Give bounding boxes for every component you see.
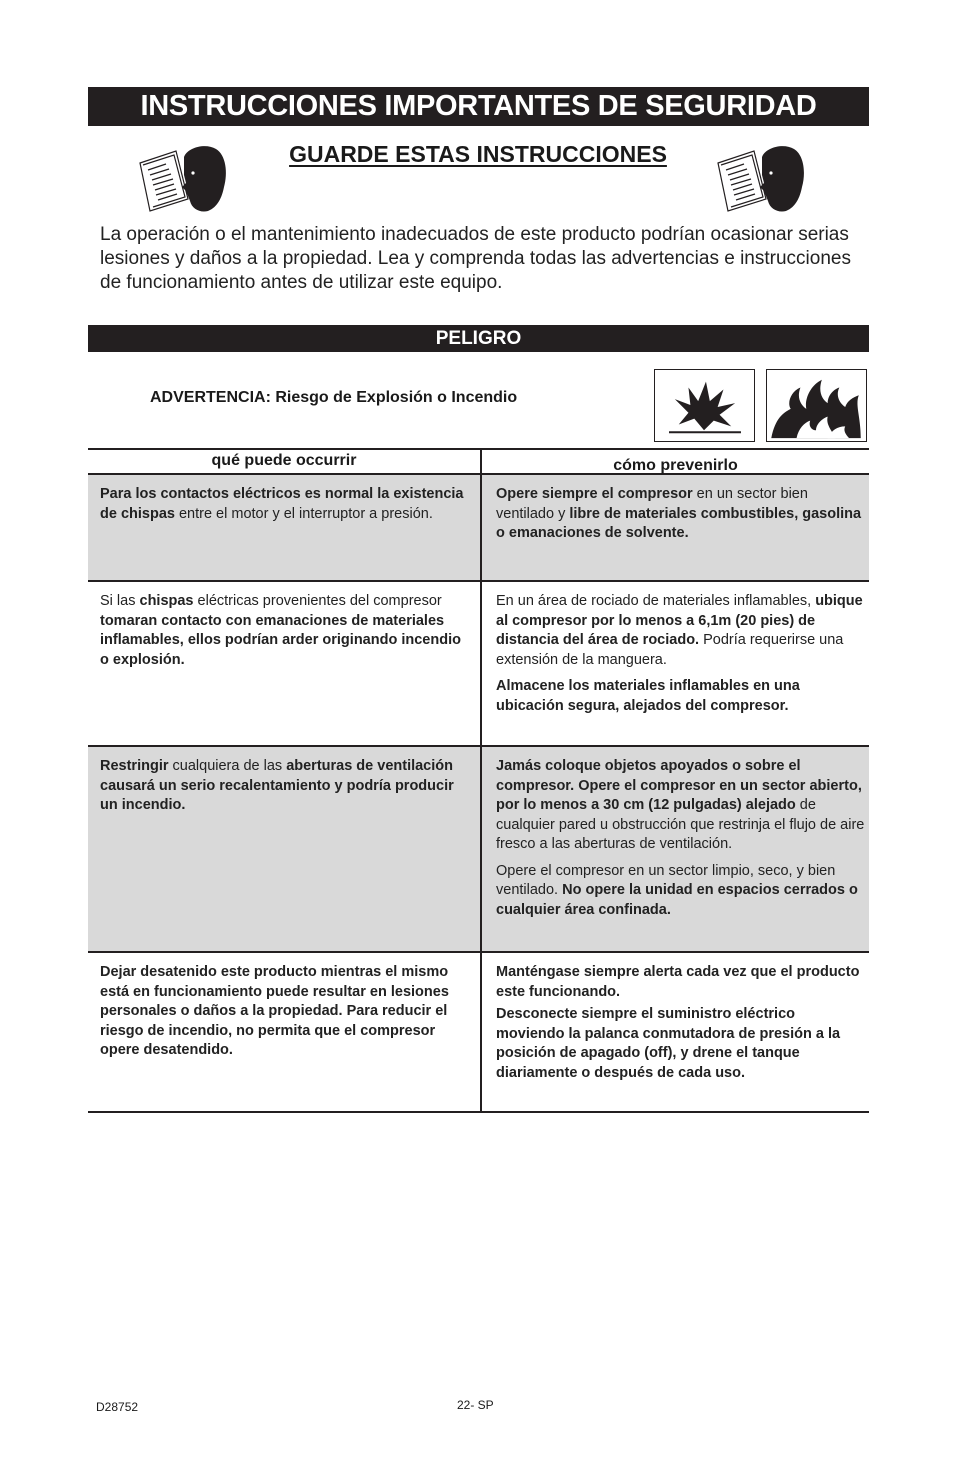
bold-text: Jamás coloque objetos apoyados o sobre el compresor. Opere el compresor en un sector abierto, por lo menos a 30 cm (12 pulgadas) alejado <box>496 758 862 813</box>
bold-text: aberturas de ventilación causará un serio recalentamiento y podría producir un incendio. <box>100 758 454 813</box>
cell-paragraph <box>496 592 865 670</box>
bold-text: chispas <box>139 593 194 609</box>
cell-paragraph <box>100 757 464 816</box>
cell-paragraph <box>496 963 865 1002</box>
text: Si las <box>100 593 140 609</box>
cell-paragraph <box>496 1005 865 1083</box>
text: entre el motor y el interruptor a presión. <box>174 505 433 522</box>
bold-text: Manténgase siempre alerta cada vez que el producto este funcionando. <box>496 964 860 1000</box>
hazard-description-cell <box>88 475 480 580</box>
danger-heading: PELIGRO <box>88 325 869 352</box>
prevention-cell <box>480 953 869 1111</box>
cell-paragraph <box>496 757 865 855</box>
save-instructions-heading: GUARDE ESTAS INSTRUCCIONES <box>289 141 667 167</box>
bold-text: tomaran contacto con emanaciones de materiales inflamables, ellos podrían arder originando incendio o explosión. <box>100 612 461 668</box>
page-title: INSTRUCCIONES IMPORTANTES DE SEGURIDAD <box>88 87 869 126</box>
bold-text: ubique al compresor por lo menos a 6,1m (20 pies) de distancia del área de rociado. <box>496 593 863 648</box>
cell-paragraph <box>496 862 865 921</box>
cell-paragraph <box>100 963 464 1061</box>
page-number: 22- SP <box>457 1398 494 1412</box>
read-manual-icon <box>136 143 228 215</box>
text: en un sector bien ventilado y <box>496 486 808 522</box>
table-header <box>88 448 869 475</box>
bold-text: No opere la unidad en espacios cerrados o cualquier área confinada. <box>496 882 858 918</box>
bold-text: Almacene los materiales inflamables en una ubicación segura, alejados del compresor. <box>496 678 800 714</box>
warning-text: ADVERTENCIA: Riesgo de Explosión o Incendio <box>150 389 518 406</box>
cell-paragraph <box>100 485 464 524</box>
fire-icon <box>766 369 867 442</box>
bold-text: libre de materiales combustibles, gasolina o emanaciones de solvente. <box>496 505 862 541</box>
cell-paragraph <box>100 592 464 670</box>
cell-paragraph <box>496 485 865 544</box>
read-manual-icon <box>714 143 806 215</box>
text: cualquiera de las <box>168 758 287 774</box>
text: En un área de rociado de materiales inflamables, <box>496 593 816 609</box>
text: eléctricas provenientes del compresor <box>193 593 442 609</box>
bold-text: Para los contactos eléctricos es normal la existencia de chispas <box>100 486 464 522</box>
table-row <box>88 475 869 582</box>
column-header-how-to-prevent: cómo prevenirlo <box>480 448 869 475</box>
text: de cualquier pared u obstrucción que restrinja el flujo de aire fresco a las aberturas de ventilación. <box>496 797 865 852</box>
hazard-table <box>88 448 869 1113</box>
bold-text: Dejar desatenido este producto mientras el mismo está en funcionamiento puede resultar en lesiones personales o daños a la propiedad. Para reducir el riesgo de incendio, no permita que el compresor opere desatendido. <box>100 964 449 1058</box>
text: Podría requerirse una extensión de la manguera. <box>496 632 844 668</box>
prevention-cell <box>480 475 869 580</box>
hazard-description-cell <box>88 953 480 1111</box>
table-row <box>88 582 869 747</box>
bold-text: Restringir <box>100 758 169 774</box>
explosion-icon <box>654 369 755 442</box>
prevention-cell <box>480 747 869 951</box>
table-body <box>88 475 869 1113</box>
document-number: D28752 <box>96 1400 139 1414</box>
prevention-cell <box>480 582 869 745</box>
cell-paragraph <box>496 677 865 716</box>
column-header-what-can-happen: qué puede occurrir <box>88 448 480 475</box>
bold-text: Opere siempre el compresor <box>496 486 693 502</box>
hazard-description-cell <box>88 747 480 951</box>
hazard-description-cell <box>88 582 480 745</box>
table-row <box>88 747 869 953</box>
intro-paragraph: La operación o el mantenimiento inadecuados de este producto podrían ocasionar serias lesiones y daños a la propiedad. Lea y comprenda todas las advertencias e instrucciones de funcionamiento antes de utilizar este equipo. <box>100 224 851 293</box>
bold-text: Desconecte siempre el suministro eléctrico moviendo la palanca conmutadora de presión a la posición de apagado (off), y drene el tanque diariamente o después de cada uso. <box>496 1006 841 1081</box>
text: Opere el compresor en un sector limpio, seco, y bien ventilado. <box>496 862 836 898</box>
table-row <box>88 953 869 1113</box>
